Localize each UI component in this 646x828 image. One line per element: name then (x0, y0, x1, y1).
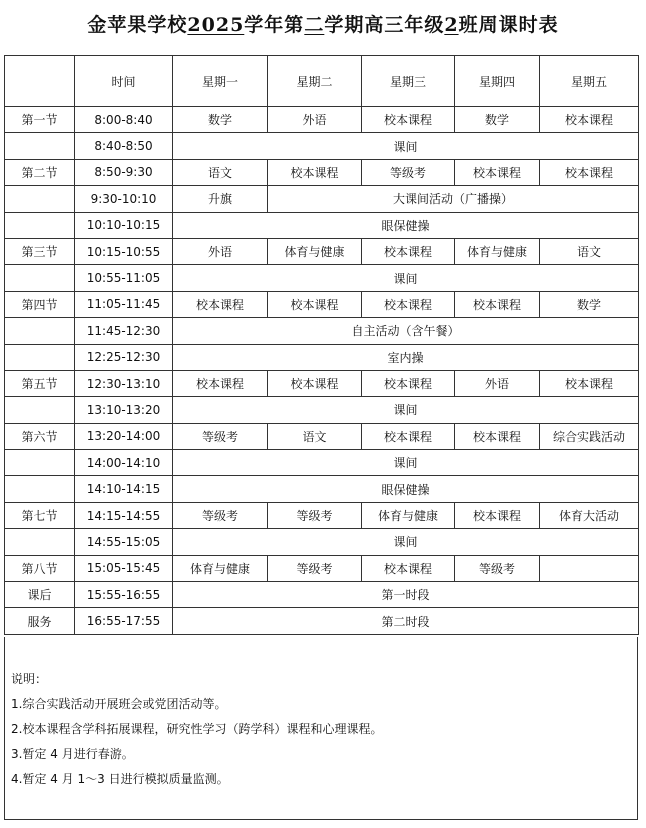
schedule-row (5, 370, 639, 396)
schedule-row (5, 107, 639, 133)
time-cell: 14:15-14:55 (75, 502, 173, 528)
time-cell: 14:55-15:05 (75, 529, 173, 555)
class-cell: 升旗 (173, 186, 268, 212)
class-cell: 校本课程 (455, 423, 540, 449)
merged-activity-cell: 课间 (173, 397, 639, 423)
header-row (5, 56, 639, 107)
page-title (0, 10, 646, 37)
schedule-row (5, 186, 639, 212)
time-cell: 9:30-10:10 (75, 186, 173, 212)
class-cell: 校本课程 (173, 370, 268, 396)
class-cell: 校本课程 (455, 502, 540, 528)
class-cell: 综合实践活动 (540, 423, 639, 449)
time-cell: 10:15-10:55 (75, 238, 173, 264)
period-label: 第七节 (5, 502, 75, 528)
period-label (5, 212, 75, 238)
period-label (5, 265, 75, 291)
period-label (5, 397, 75, 423)
merged-activity-cell: 课间 (173, 265, 639, 291)
class-number: 2 (444, 14, 459, 36)
class-cell: 校本课程 (173, 291, 268, 317)
time-cell: 11:05-11:45 (75, 291, 173, 317)
time-cell: 8:50-9:30 (75, 159, 173, 185)
title-text: 班周课时表 (458, 14, 559, 36)
school-year: 2025 (187, 14, 245, 36)
class-cell: 等级考 (268, 502, 362, 528)
note-item: 1.综合实践活动开展班会或党团活动等。 (11, 697, 227, 711)
class-cell: 体育与健康 (173, 555, 268, 581)
class-cell: 等级考 (173, 502, 268, 528)
schedule-row (5, 159, 639, 185)
class-cell: 体育与健康 (268, 238, 362, 264)
note-item: 2.校本课程含学科拓展课程，研究性学习（跨学科）课程和心理课程。 (11, 722, 383, 736)
class-cell: 等级考 (268, 555, 362, 581)
class-cell: 校本课程 (362, 107, 455, 133)
schedule-row (5, 608, 639, 634)
class-cell: 数学 (455, 107, 540, 133)
merged-activity-cell: 课间 (173, 133, 639, 159)
class-cell: 外语 (268, 107, 362, 133)
class-cell: 外语 (455, 370, 540, 396)
time-cell: 12:30-13:10 (75, 370, 173, 396)
merged-activity-cell: 大课间活动（广播操） (268, 186, 639, 212)
time-cell: 13:20-14:00 (75, 423, 173, 449)
time-cell: 14:00-14:10 (75, 450, 173, 476)
period-label: 课后 (5, 582, 75, 608)
schedule-row (5, 582, 639, 608)
class-cell: 校本课程 (540, 159, 639, 185)
merged-activity-cell: 第一时段 (173, 582, 639, 608)
time-cell: 15:05-15:45 (75, 555, 173, 581)
day-header: 星期二 (268, 56, 362, 107)
time-cell: 10:55-11:05 (75, 265, 173, 291)
schedule-row (5, 529, 639, 555)
period-label: 第八节 (5, 555, 75, 581)
schedule-row (5, 450, 639, 476)
time-cell: 15:55-16:55 (75, 582, 173, 608)
class-cell: 语文 (268, 423, 362, 449)
schedule-row (5, 133, 639, 159)
corner-cell (5, 56, 75, 107)
period-label (5, 133, 75, 159)
day-header: 星期四 (455, 56, 540, 107)
period-label (5, 186, 75, 212)
class-cell: 体育与健康 (455, 238, 540, 264)
note-item: 4.暂定 4 月 1～3 日进行模拟质量监测。 (11, 772, 229, 786)
period-label (5, 529, 75, 555)
class-cell: 校本课程 (362, 370, 455, 396)
period-label (5, 318, 75, 344)
period-label (5, 450, 75, 476)
class-cell: 校本课程 (362, 291, 455, 317)
schedule-row (5, 291, 639, 317)
merged-activity-cell: 自主活动（含午餐） (173, 318, 639, 344)
class-cell: 校本课程 (540, 370, 639, 396)
class-cell: 数学 (540, 291, 639, 317)
time-cell: 8:40-8:50 (75, 133, 173, 159)
class-cell: 等级考 (173, 423, 268, 449)
title-text: 学年第 (244, 14, 305, 36)
class-cell: 体育大活动 (540, 502, 639, 528)
schedule-row (5, 212, 639, 238)
merged-activity-cell: 课间 (173, 529, 639, 555)
schedule-row (5, 344, 639, 370)
period-label: 第六节 (5, 423, 75, 449)
class-cell: 语文 (540, 238, 639, 264)
notes-section (4, 637, 638, 820)
schedule-row (5, 555, 639, 581)
term-number: 二 (304, 14, 325, 36)
title-text: 学期高三年级 (324, 14, 445, 36)
notes-heading: 说明： (11, 672, 48, 686)
class-cell: 外语 (173, 238, 268, 264)
class-cell: 校本课程 (268, 291, 362, 317)
note-item: 3.暂定 4 月进行春游。 (11, 747, 134, 761)
schedule-row (5, 318, 639, 344)
schedule-row (5, 238, 639, 264)
schedule-row (5, 476, 639, 502)
class-cell: 体育与健康 (362, 502, 455, 528)
class-cell: 校本课程 (455, 291, 540, 317)
period-label: 第五节 (5, 370, 75, 396)
merged-activity-cell: 课间 (173, 450, 639, 476)
period-label: 第四节 (5, 291, 75, 317)
class-cell: 校本课程 (268, 370, 362, 396)
class-cell (540, 555, 639, 581)
period-label (5, 476, 75, 502)
time-cell: 12:25-12:30 (75, 344, 173, 370)
merged-activity-cell: 眼保健操 (173, 212, 639, 238)
class-cell: 校本课程 (362, 238, 455, 264)
merged-activity-cell: 室内操 (173, 344, 639, 370)
time-cell: 13:10-13:20 (75, 397, 173, 423)
class-cell: 校本课程 (362, 555, 455, 581)
period-label (5, 344, 75, 370)
period-label: 服务 (5, 608, 75, 634)
schedule-row (5, 265, 639, 291)
time-cell: 8:00-8:40 (75, 107, 173, 133)
class-cell: 数学 (173, 107, 268, 133)
class-cell: 校本课程 (540, 107, 639, 133)
timetable (4, 55, 639, 635)
school-name: 金苹果学校 (87, 14, 188, 36)
time-cell: 14:10-14:15 (75, 476, 173, 502)
merged-activity-cell: 眼保健操 (173, 476, 639, 502)
period-label: 第一节 (5, 107, 75, 133)
class-cell: 等级考 (455, 555, 540, 581)
schedule-row (5, 397, 639, 423)
time-cell: 11:45-12:30 (75, 318, 173, 344)
time-header: 时间 (75, 56, 173, 107)
schedule-row (5, 502, 639, 528)
class-cell: 等级考 (362, 159, 455, 185)
day-header: 星期一 (173, 56, 268, 107)
period-label: 第三节 (5, 238, 75, 264)
merged-activity-cell: 第二时段 (173, 608, 639, 634)
schedule-row (5, 423, 639, 449)
class-cell: 校本课程 (362, 423, 455, 449)
class-cell: 校本课程 (455, 159, 540, 185)
class-cell: 校本课程 (268, 159, 362, 185)
day-header: 星期五 (540, 56, 639, 107)
day-header: 星期三 (362, 56, 455, 107)
period-label: 第二节 (5, 159, 75, 185)
time-cell: 16:55-17:55 (75, 608, 173, 634)
time-cell: 10:10-10:15 (75, 212, 173, 238)
class-cell: 语文 (173, 159, 268, 185)
